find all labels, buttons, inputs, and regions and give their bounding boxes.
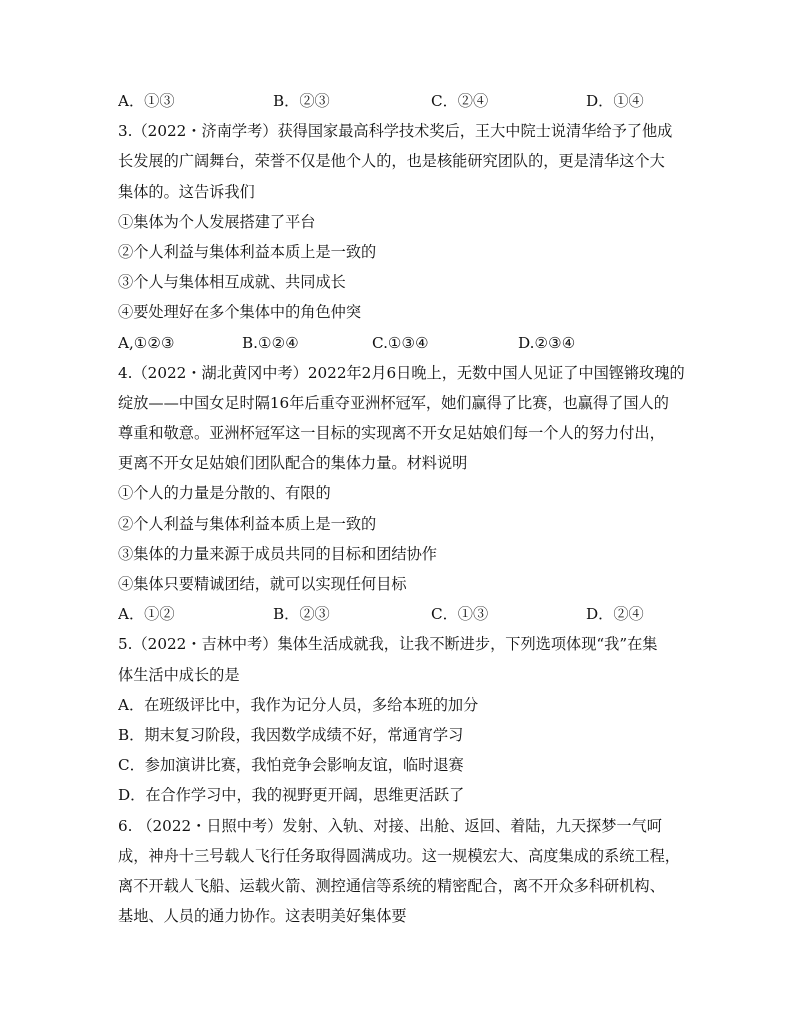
q4-stem-line: 更离不开女足姑娘们团队配合的集体力量。材料说明 xyxy=(118,454,468,473)
q3-stem-line: 3.（2022・济南学考）获得国家最高科学技术奖后，王大中院士说清华给予了他成 xyxy=(118,122,673,141)
question-4 xyxy=(118,358,688,630)
q5-stem-line: 5.（2022・吉林中考）集体生活成就我，让我不断进步，下列选项体现“我”在集 xyxy=(118,635,658,654)
q4-option-c[interactable]: C．①③ xyxy=(431,605,489,624)
q4-options xyxy=(118,599,688,629)
q5-option-a[interactable]: A．在班级评比中，我作为记分人员，多给本班的加分 xyxy=(118,695,479,714)
q6-stem-line: 成，神舟十三号载人飞行任务取得圆满成功。这一规模宏大、高度集成的系统工程， xyxy=(118,846,680,865)
q3-statement: ④要处理好在多个集体中的角色仲突 xyxy=(118,303,361,322)
q2-option-a[interactable]: A．①③ xyxy=(118,92,175,110)
q3-option-d[interactable]: D.②③④ xyxy=(518,333,576,352)
q4-statement: ②个人利益与集体利益本质上是一致的 xyxy=(118,514,377,533)
q3-stem-line: 长发展的广阔舞台，荣誉不仅是他个人的，也是核能研究团队的，更是清华这个大 xyxy=(118,152,665,171)
question-5 xyxy=(118,629,688,810)
q2-option-b[interactable]: B．②③ xyxy=(273,92,330,110)
document-page xyxy=(118,86,688,931)
q4-stem-line: 尊重和敬意。亚洲杯冠军这一目标的实现离不开女足姑娘们每一个人的努力付出， xyxy=(118,424,665,443)
q2-option-d[interactable]: D．①④ xyxy=(586,92,644,110)
q3-statement: ①集体为个人发展搭建了平台 xyxy=(118,212,316,231)
q4-statement: ④集体只要精诚团结，就可以实现任何目标 xyxy=(118,575,407,593)
q3-statement: ②个人利益与集体利益本质上是一致的 xyxy=(118,242,377,261)
q2-option-c[interactable]: C．②④ xyxy=(431,92,489,110)
q4-stem-line: 绽放——中国女足时隔16年后重夺亚洲杯冠军，她们赢得了比赛，也赢得了国人的 xyxy=(118,393,669,412)
q4-statement: ①个人的力量是分散的、有限的 xyxy=(118,484,331,503)
q4-statement: ③集体的力量来源于成员共同的目标和团结协作 xyxy=(118,544,437,563)
q4-option-b[interactable]: B．②③ xyxy=(273,605,330,624)
q3-options xyxy=(118,328,688,358)
q3-option-a[interactable]: A,①②③ xyxy=(118,333,175,352)
q4-stem-line: 4.（2022・湖北黄冈中考）2022年2月6日晚上，无数中国人见证了中国铿锵玫瑰的 xyxy=(118,363,685,382)
q2-options xyxy=(118,86,688,116)
question-3 xyxy=(118,116,688,358)
q5-option-b[interactable]: B．期末复习阶段，我因数学成绩不好，常通宵学习 xyxy=(118,725,464,744)
q3-option-c[interactable]: C.①③④ xyxy=(372,333,429,352)
q6-stem-line: 6. （2022・日照中考）发射、入轨、对接、出舱、返回、着陆，九天探梦一气呵 xyxy=(118,816,662,835)
q3-statement: ③个人与集体相互成就、共同成长 xyxy=(118,273,346,292)
q5-option-d[interactable]: D．在合作学习中，我的视野更开阔，思维更活跃了 xyxy=(118,786,465,805)
q6-stem-line: 基地、人员的通力协作。这表明美好集体要 xyxy=(118,907,407,926)
q4-option-d[interactable]: D．②④ xyxy=(586,605,644,624)
q6-stem-line: 离不开载人飞船、运载火箭、测控通信等系统的精密配合，离不开众多科研机构、 xyxy=(118,876,665,895)
q3-option-b[interactable]: B.①②④ xyxy=(242,333,299,352)
q5-stem-line: 体生活中成长的是 xyxy=(118,665,240,684)
q5-option-c[interactable]: C．参加演讲比赛，我怕竞争会影响友谊，临时退赛 xyxy=(118,756,464,775)
question-6 xyxy=(118,811,688,932)
q4-option-a[interactable]: A．①② xyxy=(118,605,175,624)
q3-stem-line: 集体的。这告诉我们 xyxy=(118,182,255,201)
